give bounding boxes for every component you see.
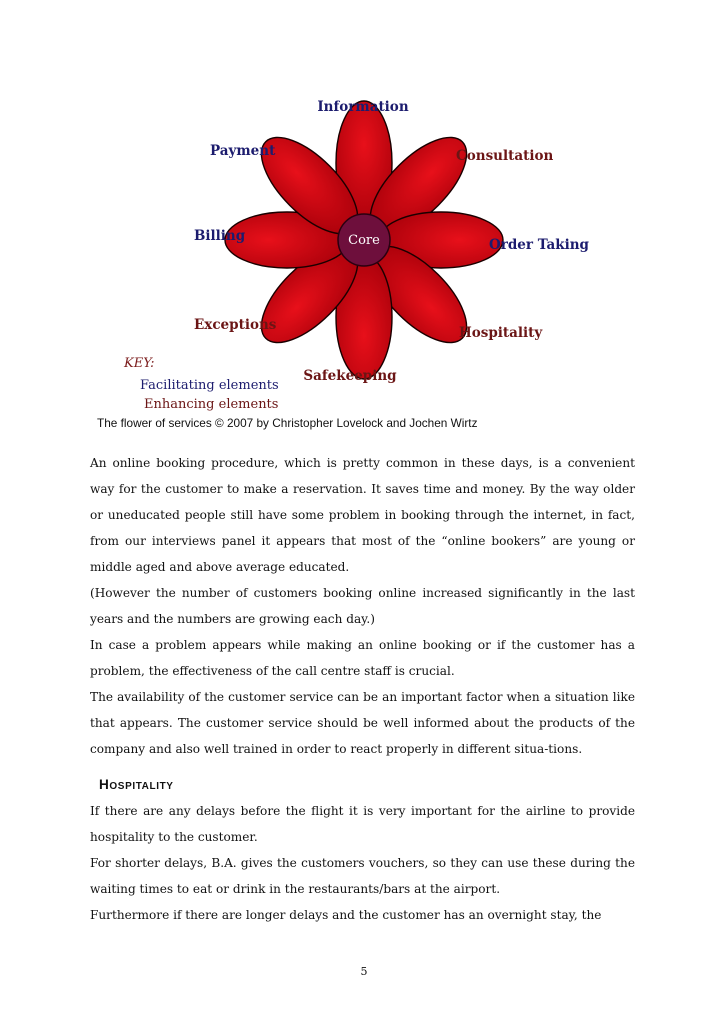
key-title: KEY:: [124, 356, 155, 371]
petal-label-exceptions: Exceptions: [194, 317, 277, 333]
paragraph: Furthermore if there are longer delays and the customer has an overnight stay, the: [90, 908, 602, 922]
core-label: Core: [348, 233, 380, 248]
section-heading: Hospitality: [99, 777, 174, 792]
paragraph: In case a problem appears while making an online booking or if the customer has a problem, the effectiveness of the call centre staff is crucial.: [90, 638, 635, 678]
paragraph: The availability of the customer service can be an important factor when a situation like that appears. The customer service should be well informed about the products of the company and also well trained in order to react properly in different situa-tions.: [90, 690, 635, 756]
paragraph-group-2: [90, 798, 635, 928]
key-enhancing: Enhancing elements: [144, 397, 279, 412]
figure-caption: The flower of services © 2007 by Christopher Lovelock and Jochen Wirtz: [97, 416, 478, 430]
body-text: [90, 450, 635, 928]
petal-label-information: Information: [317, 99, 409, 115]
key-facilitating: Facilitating elements: [140, 378, 279, 393]
petal-label-billing: Billing: [194, 228, 246, 244]
paragraph-group-1: [90, 450, 635, 762]
page-number: 5: [360, 965, 368, 978]
paragraph: If there are any delays before the flight it is very important for the airline to provide hospitality to the customer.: [90, 804, 635, 844]
petal-label-payment: Payment: [210, 143, 276, 159]
paragraph: An online booking procedure, which is pretty common in these days, is a convenient way for the customer to make a reservation. It saves time and money. By the way older or uneducated people still have some problem in booking through the internet, in fact, from our interviews panel it appears that most of the “online bookers” are young or middle aged and above average educated.: [90, 456, 635, 574]
paragraph: (However the number of customers booking online increased significantly in the last years and the numbers are growing each day.): [90, 586, 635, 626]
petal-label-hospitality: Hospitality: [459, 325, 543, 341]
flower-of-services-diagram: [0, 0, 728, 440]
petal-label-safekeeping: Safekeeping: [303, 368, 397, 384]
paragraph: For shorter delays, B.A. gives the customers vouchers, so they can use these during the waiting times to eat or drink in the restaurants/bars at the airport.: [90, 856, 635, 896]
petal-label-order-taking: Order Taking: [489, 237, 589, 253]
petal-label-consultation: Consultation: [456, 148, 554, 164]
